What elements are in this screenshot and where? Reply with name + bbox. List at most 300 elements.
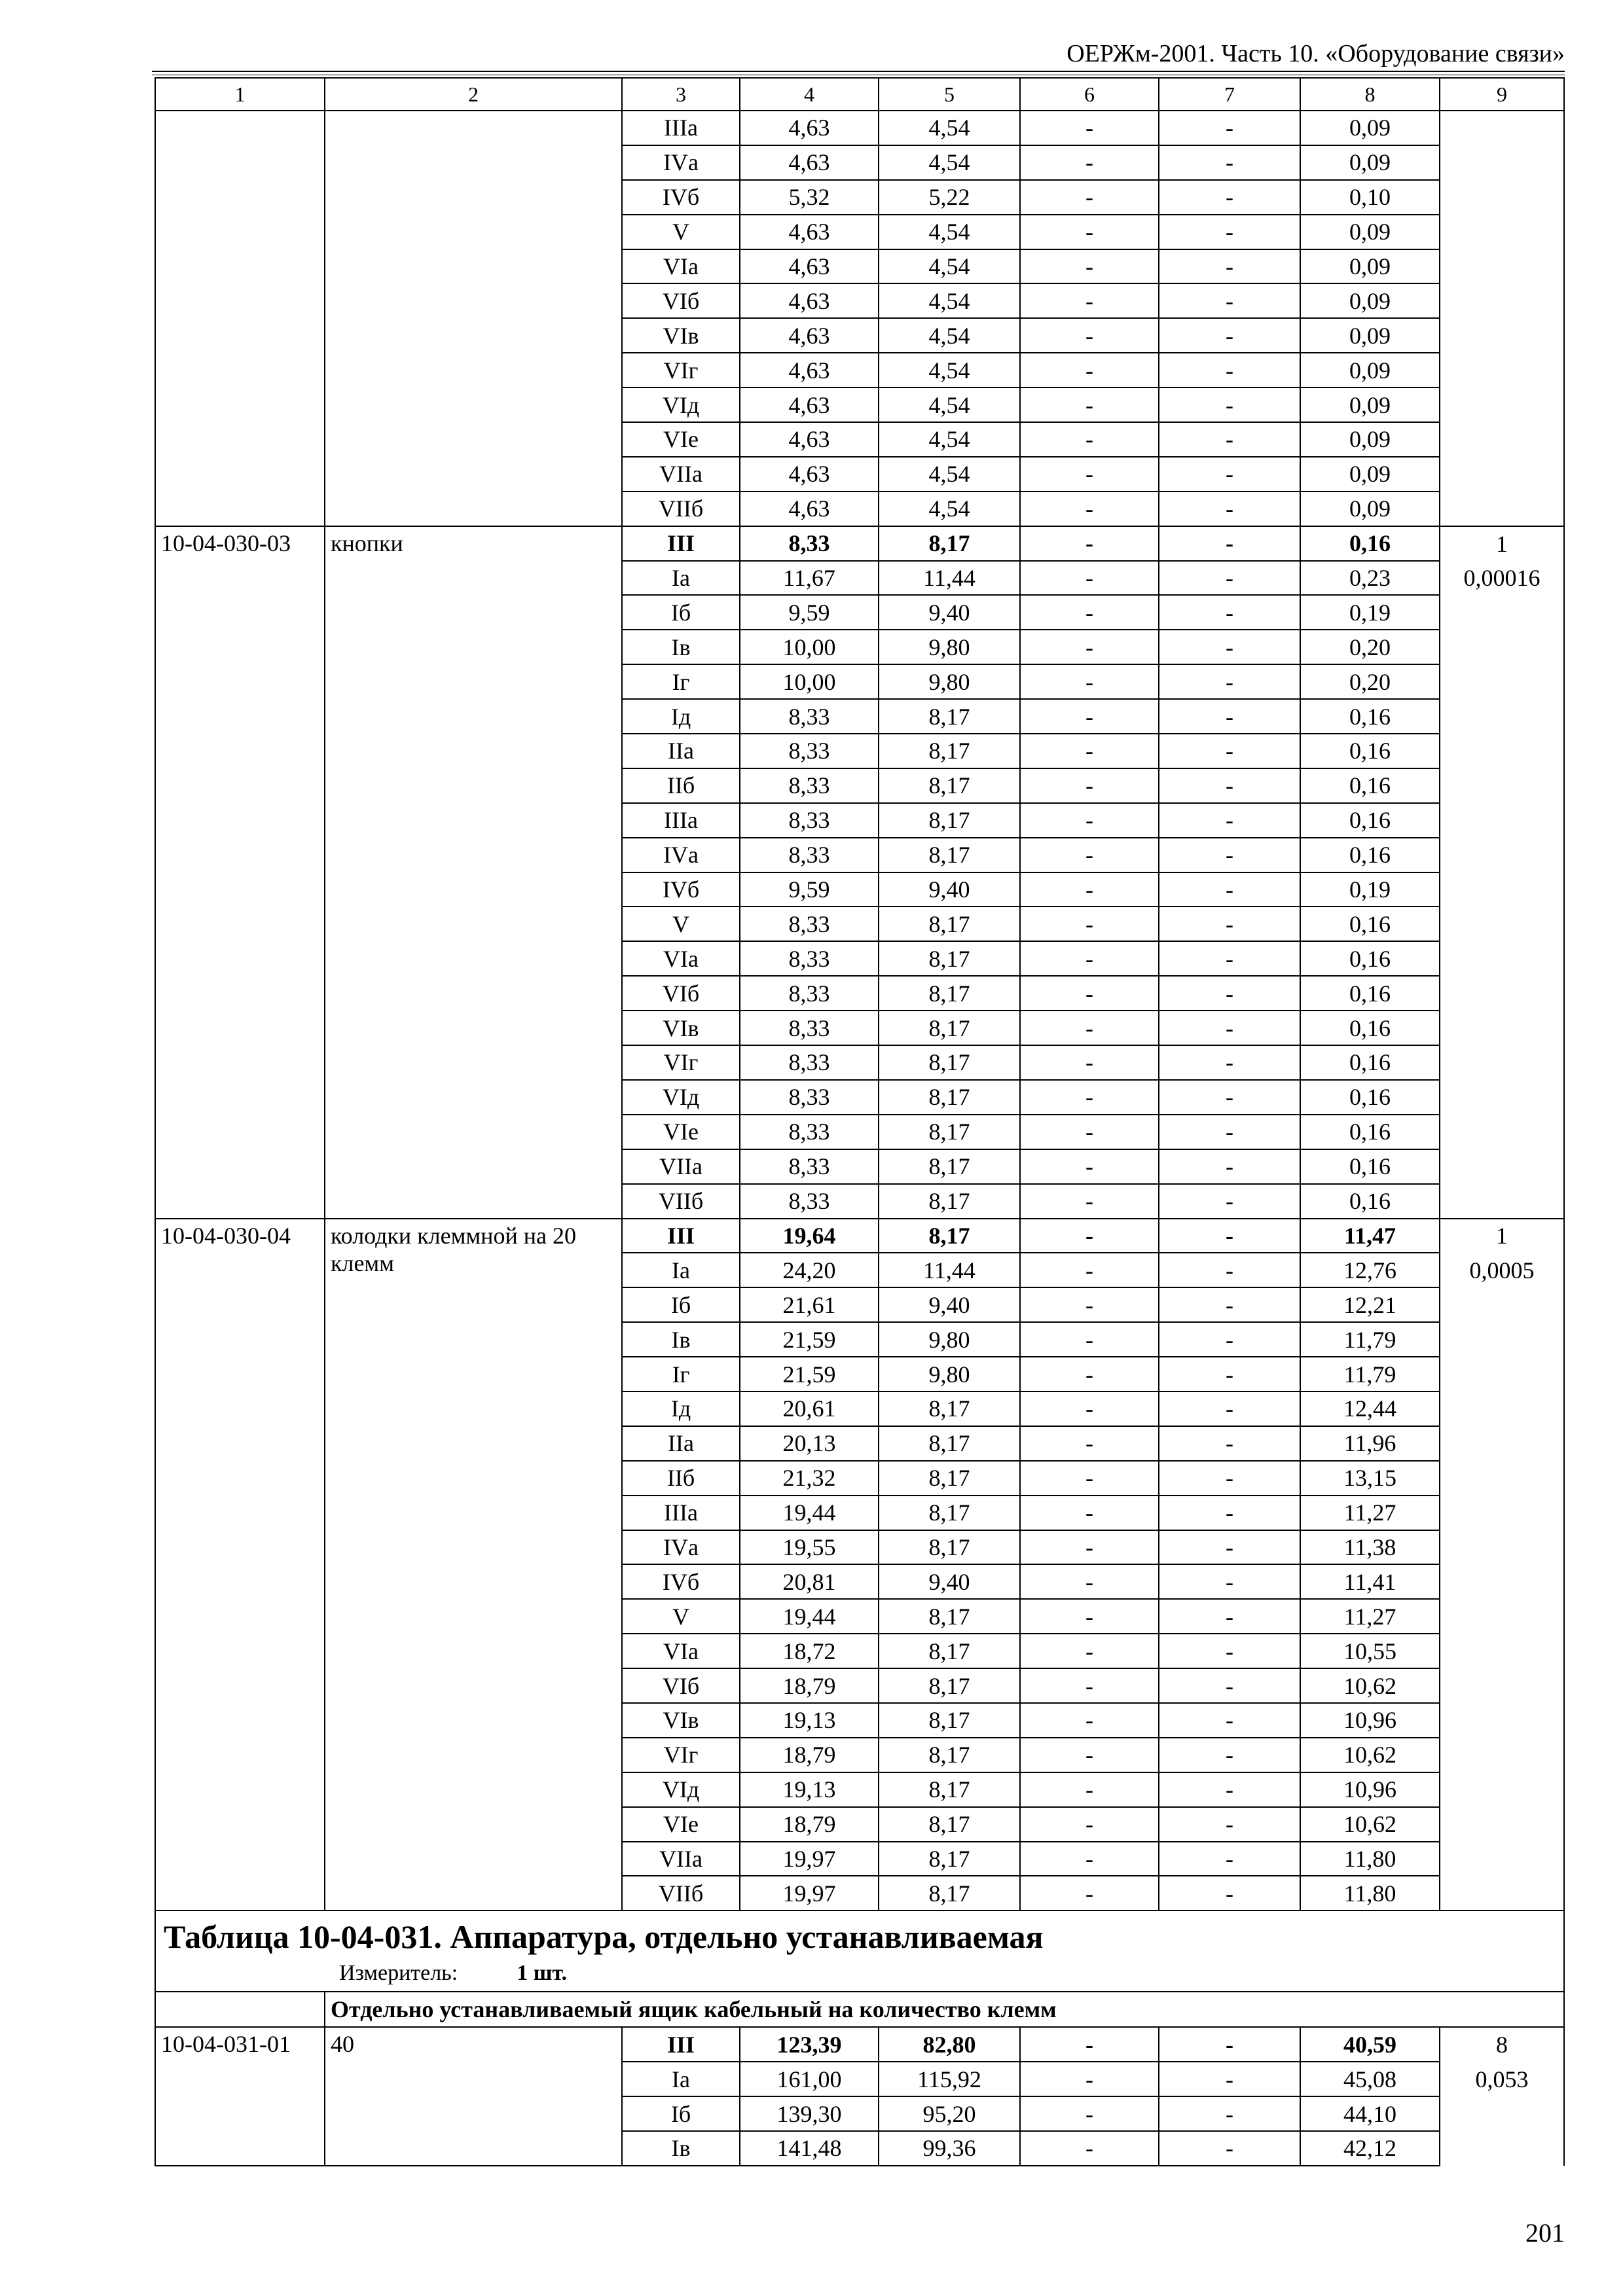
wages-cell: 9,40 xyxy=(879,1564,1020,1599)
machinist-wages-cell: - xyxy=(1159,561,1300,596)
total-cost-cell: 19,55 xyxy=(740,1530,879,1565)
name-cell: кнопки xyxy=(325,526,622,1219)
total-cost-cell: 21,32 xyxy=(740,1461,879,1496)
zone-cell: IIIа xyxy=(622,803,740,838)
zone-cell: Iг xyxy=(622,664,740,699)
materials-cell: 0,09 xyxy=(1300,318,1440,353)
machinist-wages-cell: - xyxy=(1159,1634,1300,1668)
zone-cell: VIIб xyxy=(622,492,740,526)
zone-cell: VIг xyxy=(622,1738,740,1772)
zone-cell: IVб xyxy=(622,1564,740,1599)
zone-cell: VIе xyxy=(622,1807,740,1842)
total-cost-cell: 18,79 xyxy=(740,1807,879,1842)
total-cost-cell: 8,33 xyxy=(740,734,879,768)
machinist-wages-cell: - xyxy=(1159,1772,1300,1807)
machinist-wages-cell: - xyxy=(1159,734,1300,768)
machines-cell: - xyxy=(1020,1703,1159,1738)
machinist-wages-cell: - xyxy=(1159,1496,1300,1530)
zone-cell: VIа xyxy=(622,1634,740,1668)
machines-cell: - xyxy=(1020,803,1159,838)
zone-cell: VIIб xyxy=(622,1876,740,1910)
page-number: 201 xyxy=(1525,2218,1565,2248)
wages-cell: 8,17 xyxy=(879,1080,1020,1115)
materials-cell: 0,16 xyxy=(1300,1045,1440,1080)
materials-cell: 0,16 xyxy=(1300,699,1440,734)
materials-cell: 11,79 xyxy=(1300,1357,1440,1391)
zone-cell: VIд xyxy=(622,1772,740,1807)
total-cost-cell: 4,63 xyxy=(740,249,879,284)
materials-cell: 11,80 xyxy=(1300,1842,1440,1876)
materials-cell: 10,62 xyxy=(1300,1668,1440,1703)
materials-cell: 0,10 xyxy=(1300,180,1440,215)
total-cost-cell: 4,63 xyxy=(740,145,879,180)
section-subheader-row xyxy=(155,1992,1564,2027)
total-cost-cell: 4,63 xyxy=(740,283,879,318)
materials-cell: 10,55 xyxy=(1300,1634,1440,1668)
wages-cell: 9,40 xyxy=(879,872,1020,907)
machinist-wages-cell: - xyxy=(1159,1184,1300,1219)
total-cost-cell: 4,63 xyxy=(740,387,879,422)
wages-cell: 8,17 xyxy=(879,906,1020,941)
zone-cell: VIв xyxy=(622,318,740,353)
machines-cell: - xyxy=(1020,1807,1159,1842)
wages-cell: 8,17 xyxy=(879,803,1020,838)
table-title-row xyxy=(155,1910,1564,1992)
machines-cell: - xyxy=(1020,492,1159,526)
machines-cell: - xyxy=(1020,1045,1159,1080)
zone-cell: Iб xyxy=(622,595,740,630)
total-cost-cell: 5,32 xyxy=(740,180,879,215)
materials-cell: 0,16 xyxy=(1300,838,1440,872)
wages-cell: 4,54 xyxy=(879,422,1020,457)
total-cost-cell: 139,30 xyxy=(740,2096,879,2131)
machinist-wages-cell: - xyxy=(1159,215,1300,249)
machinist-wages-cell: - xyxy=(1159,145,1300,180)
total-cost-cell: 8,33 xyxy=(740,838,879,872)
wages-cell: 8,17 xyxy=(879,1426,1020,1461)
machines-cell: - xyxy=(1020,1599,1159,1634)
table-row-base xyxy=(155,1219,1564,1253)
materials-cell: 0,16 xyxy=(1300,906,1440,941)
machinist-wages-cell: - xyxy=(1159,492,1300,526)
name-cell: 40 xyxy=(325,2027,622,2166)
machinist-wages-cell: - xyxy=(1159,387,1300,422)
machinist-wages-cell: - xyxy=(1159,838,1300,872)
total-cost-cell: 4,63 xyxy=(740,215,879,249)
wages-cell: 8,17 xyxy=(879,1599,1020,1634)
machinist-wages-cell: - xyxy=(1159,1149,1300,1184)
machines-cell: - xyxy=(1020,1253,1159,1287)
table-row-base xyxy=(155,526,1564,561)
wages-cell: 8,17 xyxy=(879,1668,1020,1703)
unit-cell xyxy=(1440,2096,1564,2166)
zone-cell: IVб xyxy=(622,180,740,215)
wages-cell: 8,17 xyxy=(879,1219,1020,1253)
total-cost-cell: 4,63 xyxy=(740,492,879,526)
meter-value: 1 шт. xyxy=(517,1961,568,1986)
zone-cell: Iв xyxy=(622,1322,740,1357)
wages-cell: 4,54 xyxy=(879,387,1020,422)
zone-cell: VIа xyxy=(622,941,740,976)
machinist-wages-cell: - xyxy=(1159,1599,1300,1634)
code-cell: 10-04-030-04 xyxy=(155,1219,325,1911)
total-cost-cell: 20,13 xyxy=(740,1426,879,1461)
machines-cell: - xyxy=(1020,249,1159,284)
rates-table xyxy=(155,77,1565,2166)
machinist-wages-cell: - xyxy=(1159,318,1300,353)
machines-cell: - xyxy=(1020,2131,1159,2166)
column-number: 2 xyxy=(325,78,622,111)
machinist-wages-cell: - xyxy=(1159,1738,1300,1772)
section-subheader: Отдельно устанавливаемый ящик кабельный на количество клемм xyxy=(325,1992,1564,2027)
table-title: Таблица 10-04-031. Аппаратура, отдельно устанавливаемая xyxy=(164,1918,1044,1956)
wages-cell: 8,17 xyxy=(879,1496,1020,1530)
wages-cell: 11,44 xyxy=(879,1253,1020,1287)
zone-cell: VIг xyxy=(622,353,740,387)
materials-cell: 0,09 xyxy=(1300,387,1440,422)
subheader-spacer-cell xyxy=(155,1992,325,2027)
total-cost-cell: 4,63 xyxy=(740,318,879,353)
unit-cell xyxy=(1440,1287,1564,1910)
machinist-wages-cell: - xyxy=(1159,906,1300,941)
column-number: 1 xyxy=(155,78,325,111)
zone-cell: VIб xyxy=(622,1668,740,1703)
machines-cell: - xyxy=(1020,318,1159,353)
machinist-wages-cell: - xyxy=(1159,1080,1300,1115)
machines-cell: - xyxy=(1020,111,1159,145)
machines-cell: - xyxy=(1020,2062,1159,2096)
unit-cell: 8 xyxy=(1440,2027,1564,2062)
zone-cell: Iа xyxy=(622,2062,740,2096)
header-rule xyxy=(152,71,1565,75)
wages-cell: 5,22 xyxy=(879,180,1020,215)
total-cost-cell: 123,39 xyxy=(740,2027,879,2062)
machinist-wages-cell: - xyxy=(1159,595,1300,630)
materials-cell: 0,16 xyxy=(1300,1115,1440,1149)
wages-cell: 8,17 xyxy=(879,1772,1020,1807)
materials-cell: 0,16 xyxy=(1300,734,1440,768)
machinist-wages-cell: - xyxy=(1159,1391,1300,1426)
machinist-wages-cell: - xyxy=(1159,2096,1300,2131)
zone-cell: IVа xyxy=(622,145,740,180)
column-number: 4 xyxy=(740,78,879,111)
wages-cell: 8,17 xyxy=(879,838,1020,872)
machines-cell: - xyxy=(1020,1011,1159,1045)
machinist-wages-cell: - xyxy=(1159,872,1300,907)
total-cost-cell: 20,61 xyxy=(740,1391,879,1426)
materials-cell: 45,08 xyxy=(1300,2062,1440,2096)
code-cell xyxy=(155,111,325,526)
zone-cell: VIа xyxy=(622,249,740,284)
wages-cell: 8,17 xyxy=(879,1461,1020,1496)
machines-cell: - xyxy=(1020,561,1159,596)
wages-cell: 8,17 xyxy=(879,699,1020,734)
machines-cell: - xyxy=(1020,1184,1159,1219)
machines-cell: - xyxy=(1020,1876,1159,1910)
total-cost-cell: 4,63 xyxy=(740,457,879,492)
machines-cell: - xyxy=(1020,595,1159,630)
machines-cell: - xyxy=(1020,1287,1159,1322)
wages-cell: 8,17 xyxy=(879,1115,1020,1149)
total-cost-cell: 9,59 xyxy=(740,595,879,630)
total-cost-cell: 19,44 xyxy=(740,1496,879,1530)
wages-cell: 9,40 xyxy=(879,1287,1020,1322)
materials-cell: 0,16 xyxy=(1300,803,1440,838)
machines-cell: - xyxy=(1020,941,1159,976)
column-number: 9 xyxy=(1440,78,1564,111)
column-number: 6 xyxy=(1020,78,1159,111)
column-number: 3 xyxy=(622,78,740,111)
total-cost-cell: 8,33 xyxy=(740,1184,879,1219)
machinist-wages-cell: - xyxy=(1159,2131,1300,2166)
machines-cell: - xyxy=(1020,1530,1159,1565)
zone-cell: Iд xyxy=(622,699,740,734)
meter-label: Измеритель: xyxy=(339,1961,458,1986)
total-cost-cell: 8,33 xyxy=(740,941,879,976)
wages-cell: 4,54 xyxy=(879,318,1020,353)
machines-cell: - xyxy=(1020,1219,1159,1253)
name-cell: колодки клеммной на 20 клемм xyxy=(325,1219,622,1911)
machines-cell: - xyxy=(1020,1772,1159,1807)
zone-cell: VIIа xyxy=(622,1149,740,1184)
machines-cell: - xyxy=(1020,2096,1159,2131)
wages-cell: 8,17 xyxy=(879,1807,1020,1842)
zone-cell: VIб xyxy=(622,976,740,1011)
machinist-wages-cell: - xyxy=(1159,1426,1300,1461)
total-cost-cell: 11,67 xyxy=(740,561,879,596)
total-cost-cell: 141,48 xyxy=(740,2131,879,2166)
zone-cell: Iв xyxy=(622,2131,740,2166)
total-cost-cell: 10,00 xyxy=(740,664,879,699)
wages-cell: 9,80 xyxy=(879,630,1020,664)
wages-cell: 8,17 xyxy=(879,768,1020,803)
zone-cell: VIв xyxy=(622,1703,740,1738)
machinist-wages-cell: - xyxy=(1159,664,1300,699)
machinist-wages-cell: - xyxy=(1159,976,1300,1011)
machinist-wages-cell: - xyxy=(1159,1668,1300,1703)
zone-cell: Iд xyxy=(622,1391,740,1426)
total-cost-cell: 8,33 xyxy=(740,526,879,561)
table-body xyxy=(155,78,1564,2166)
total-cost-cell: 21,59 xyxy=(740,1322,879,1357)
total-cost-cell: 8,33 xyxy=(740,1080,879,1115)
machinist-wages-cell: - xyxy=(1159,1564,1300,1599)
machinist-wages-cell: - xyxy=(1159,1461,1300,1496)
zone-cell: IIб xyxy=(622,768,740,803)
wages-cell: 95,20 xyxy=(879,2096,1020,2131)
materials-cell: 10,62 xyxy=(1300,1807,1440,1842)
materials-cell: 11,27 xyxy=(1300,1496,1440,1530)
machinist-wages-cell: - xyxy=(1159,1842,1300,1876)
total-cost-cell: 19,13 xyxy=(740,1772,879,1807)
materials-cell: 0,09 xyxy=(1300,111,1440,145)
total-cost-cell: 19,97 xyxy=(740,1842,879,1876)
total-cost-cell: 4,63 xyxy=(740,422,879,457)
zone-cell: VIе xyxy=(622,1115,740,1149)
machines-cell: - xyxy=(1020,145,1159,180)
wages-cell: 9,80 xyxy=(879,1322,1020,1357)
machinist-wages-cell: - xyxy=(1159,1703,1300,1738)
zone-cell: IIIа xyxy=(622,1496,740,1530)
total-cost-cell: 24,20 xyxy=(740,1253,879,1287)
zone-cell: IIIа xyxy=(622,111,740,145)
materials-cell: 0,16 xyxy=(1300,1149,1440,1184)
machinist-wages-cell: - xyxy=(1159,526,1300,561)
total-cost-cell: 161,00 xyxy=(740,2062,879,2096)
machinist-wages-cell: - xyxy=(1159,1322,1300,1357)
total-cost-cell: 18,79 xyxy=(740,1668,879,1703)
wages-cell: 8,17 xyxy=(879,1045,1020,1080)
zone-cell: VIIа xyxy=(622,1842,740,1876)
machinist-wages-cell: - xyxy=(1159,768,1300,803)
column-number-row xyxy=(155,78,1564,111)
machines-cell: - xyxy=(1020,1634,1159,1668)
total-cost-cell: 8,33 xyxy=(740,1045,879,1080)
total-cost-cell: 8,33 xyxy=(740,1011,879,1045)
zone-cell: VIг xyxy=(622,1045,740,1080)
zone-cell: Iб xyxy=(622,1287,740,1322)
wages-cell: 4,54 xyxy=(879,283,1020,318)
unit-cell: 0,053 xyxy=(1440,2062,1564,2096)
machines-cell: - xyxy=(1020,906,1159,941)
wages-cell: 4,54 xyxy=(879,111,1020,145)
machines-cell: - xyxy=(1020,699,1159,734)
zone-cell: V xyxy=(622,906,740,941)
wages-cell: 9,40 xyxy=(879,595,1020,630)
machines-cell: - xyxy=(1020,664,1159,699)
machinist-wages-cell: - xyxy=(1159,1115,1300,1149)
wages-cell: 99,36 xyxy=(879,2131,1020,2166)
zone-cell: V xyxy=(622,1599,740,1634)
machines-cell: - xyxy=(1020,353,1159,387)
materials-cell: 11,96 xyxy=(1300,1426,1440,1461)
wages-cell: 4,54 xyxy=(879,215,1020,249)
machinist-wages-cell: - xyxy=(1159,941,1300,976)
machines-cell: - xyxy=(1020,1149,1159,1184)
materials-cell: 0,16 xyxy=(1300,526,1440,561)
machines-cell: - xyxy=(1020,1426,1159,1461)
machinist-wages-cell: - xyxy=(1159,630,1300,664)
materials-cell: 42,12 xyxy=(1300,2131,1440,2166)
zone-cell: IIб xyxy=(622,1461,740,1496)
machines-cell: - xyxy=(1020,1842,1159,1876)
total-cost-cell: 19,13 xyxy=(740,1703,879,1738)
total-cost-cell: 8,33 xyxy=(740,1115,879,1149)
machines-cell: - xyxy=(1020,1496,1159,1530)
unit-cell: 0,00016 xyxy=(1440,561,1564,596)
machines-cell: - xyxy=(1020,1391,1159,1426)
machinist-wages-cell: - xyxy=(1159,803,1300,838)
materials-cell: 10,62 xyxy=(1300,1738,1440,1772)
zone-cell: VIд xyxy=(622,1080,740,1115)
zone-cell: III xyxy=(622,526,740,561)
zone-cell: IVа xyxy=(622,838,740,872)
zone-cell: V xyxy=(622,215,740,249)
total-cost-cell: 8,33 xyxy=(740,768,879,803)
wages-cell: 4,54 xyxy=(879,249,1020,284)
running-header: ОЕРЖм-2001. Часть 10. «Оборудование связи» xyxy=(1067,40,1565,67)
wages-cell: 8,17 xyxy=(879,1391,1020,1426)
machines-cell: - xyxy=(1020,1322,1159,1357)
machinist-wages-cell: - xyxy=(1159,283,1300,318)
zone-cell: Iб xyxy=(622,2096,740,2131)
materials-cell: 0,20 xyxy=(1300,664,1440,699)
zone-cell: VIв xyxy=(622,1011,740,1045)
wages-cell: 82,80 xyxy=(879,2027,1020,2062)
zone-cell: Iа xyxy=(622,561,740,596)
machines-cell: - xyxy=(1020,1668,1159,1703)
name-cell xyxy=(325,111,622,526)
wages-cell: 8,17 xyxy=(879,1149,1020,1184)
code-cell: 10-04-030-03 xyxy=(155,526,325,1219)
machinist-wages-cell: - xyxy=(1159,1045,1300,1080)
total-cost-cell: 8,33 xyxy=(740,1149,879,1184)
total-cost-cell: 19,97 xyxy=(740,1876,879,1910)
machinist-wages-cell: - xyxy=(1159,1807,1300,1842)
wages-cell: 8,17 xyxy=(879,734,1020,768)
materials-cell: 11,47 xyxy=(1300,1219,1440,1253)
wages-cell: 8,17 xyxy=(879,1876,1020,1910)
total-cost-cell: 18,72 xyxy=(740,1634,879,1668)
column-number: 7 xyxy=(1159,78,1300,111)
materials-cell: 0,09 xyxy=(1300,422,1440,457)
materials-cell: 0,23 xyxy=(1300,561,1440,596)
machines-cell: - xyxy=(1020,1461,1159,1496)
wages-cell: 8,17 xyxy=(879,1530,1020,1565)
materials-cell: 44,10 xyxy=(1300,2096,1440,2131)
wages-cell: 8,17 xyxy=(879,941,1020,976)
wages-cell: 115,92 xyxy=(879,2062,1020,2096)
materials-cell: 12,76 xyxy=(1300,1253,1440,1287)
code-cell: 10-04-031-01 xyxy=(155,2027,325,2166)
materials-cell: 0,16 xyxy=(1300,1011,1440,1045)
materials-cell: 13,15 xyxy=(1300,1461,1440,1496)
machinist-wages-cell: - xyxy=(1159,1357,1300,1391)
materials-cell: 11,80 xyxy=(1300,1876,1440,1910)
wages-cell: 8,17 xyxy=(879,976,1020,1011)
zone-cell: IIа xyxy=(622,734,740,768)
machinist-wages-cell: - xyxy=(1159,2062,1300,2096)
machinist-wages-cell: - xyxy=(1159,180,1300,215)
wages-cell: 8,17 xyxy=(879,1842,1020,1876)
materials-cell: 10,96 xyxy=(1300,1772,1440,1807)
materials-cell: 11,41 xyxy=(1300,1564,1440,1599)
materials-cell: 0,20 xyxy=(1300,630,1440,664)
total-cost-cell: 19,44 xyxy=(740,1599,879,1634)
materials-cell: 11,38 xyxy=(1300,1530,1440,1565)
unit-cell: 1 xyxy=(1440,526,1564,561)
machinist-wages-cell: - xyxy=(1159,1287,1300,1322)
wages-cell: 8,17 xyxy=(879,1738,1020,1772)
total-cost-cell: 21,61 xyxy=(740,1287,879,1322)
machinist-wages-cell: - xyxy=(1159,1011,1300,1045)
machines-cell: - xyxy=(1020,283,1159,318)
machines-cell: - xyxy=(1020,2027,1159,2062)
wages-cell: 4,54 xyxy=(879,457,1020,492)
zone-cell: III xyxy=(622,1219,740,1253)
machinist-wages-cell: - xyxy=(1159,699,1300,734)
zone-cell: VIе xyxy=(622,422,740,457)
total-cost-cell: 4,63 xyxy=(740,111,879,145)
total-cost-cell: 18,79 xyxy=(740,1738,879,1772)
machines-cell: - xyxy=(1020,1115,1159,1149)
total-cost-cell: 20,81 xyxy=(740,1564,879,1599)
machinist-wages-cell: - xyxy=(1159,2027,1300,2062)
unit-cell xyxy=(1440,111,1564,526)
materials-cell: 0,09 xyxy=(1300,145,1440,180)
zone-cell: IVб xyxy=(622,872,740,907)
column-number: 8 xyxy=(1300,78,1440,111)
